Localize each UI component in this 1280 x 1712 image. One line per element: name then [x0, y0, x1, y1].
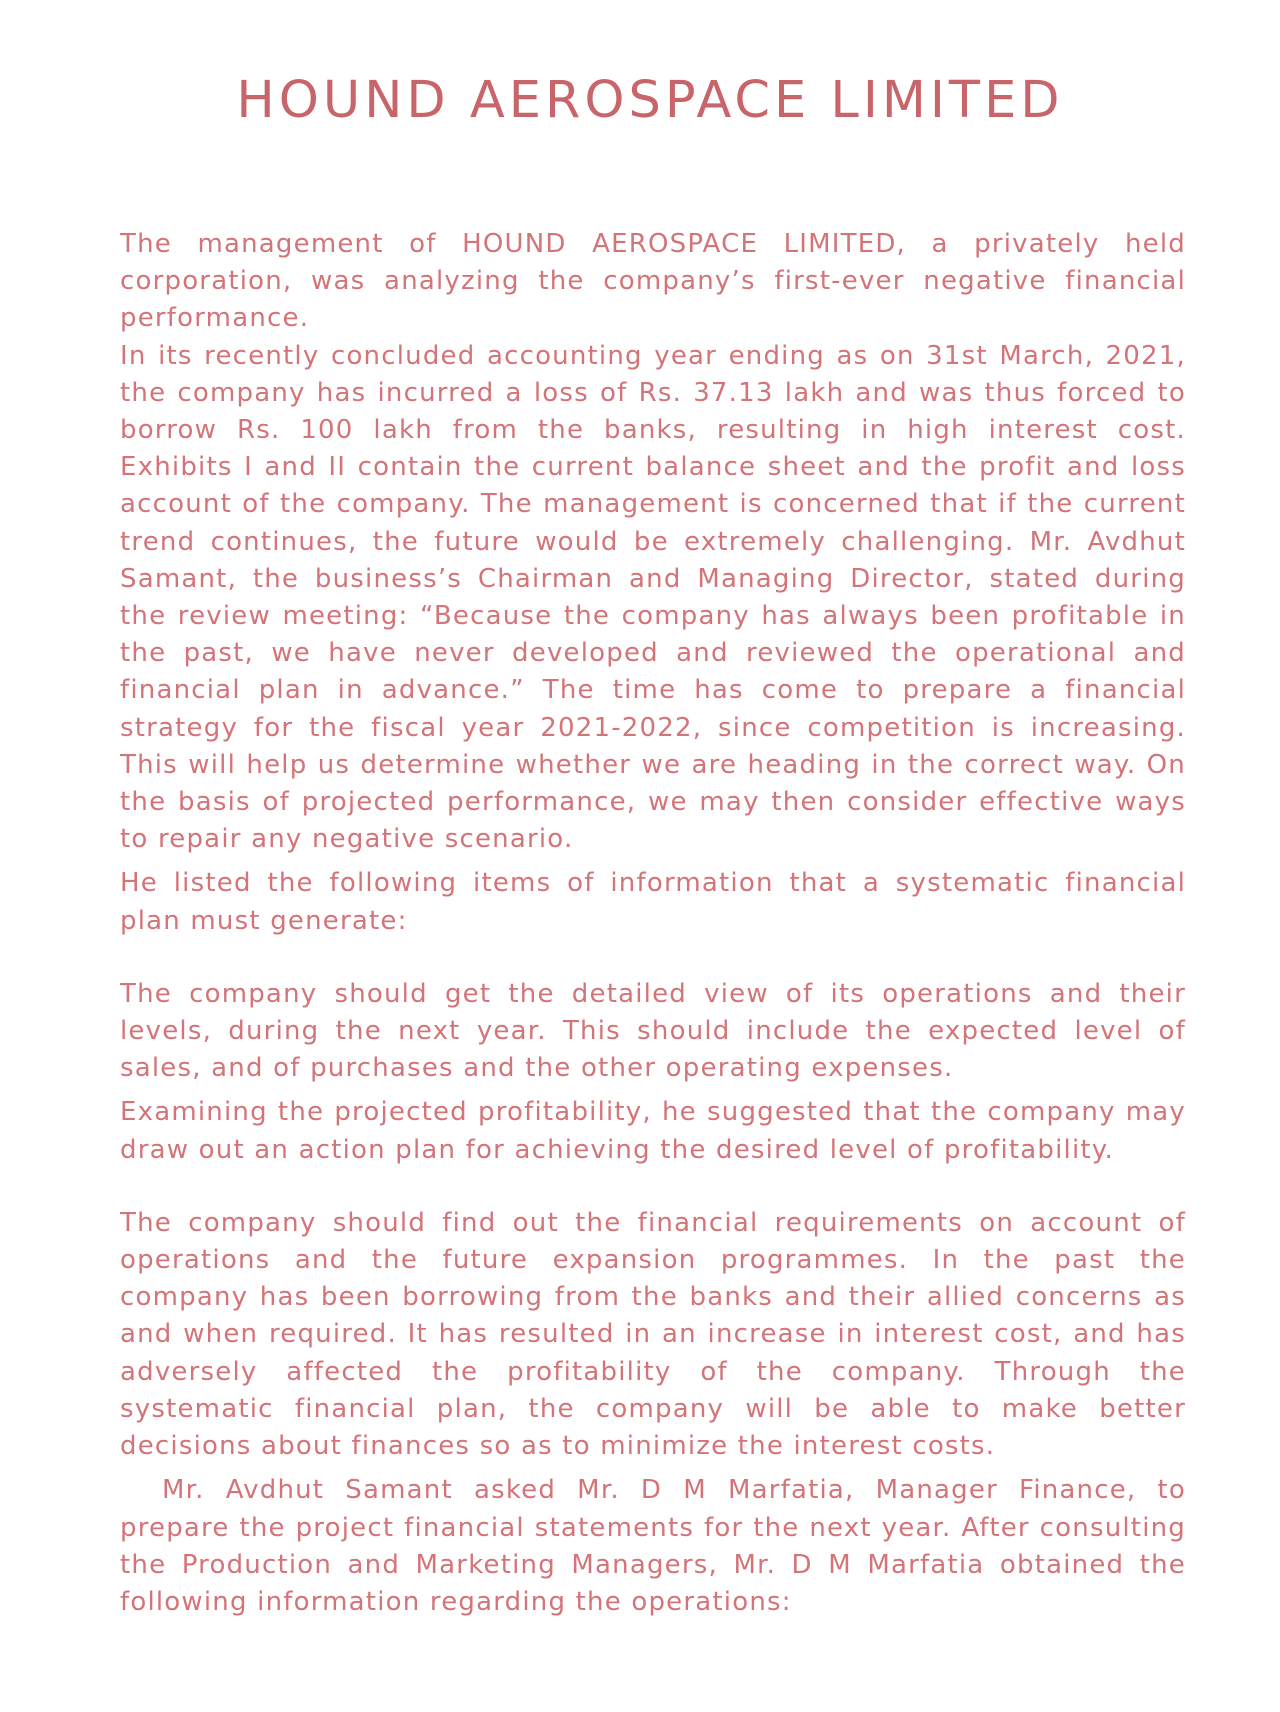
paragraph-profitability: Examining the projected profitability, he suggested that the company may draw out an action plan for achieving the desired level of profitability.	[120, 1097, 1186, 1165]
paragraph-intro: The management of HOUND AEROSPACE LIMITED, a privately held corporation, was analyzing the company’s first-ever negative financial performance.	[120, 229, 1186, 334]
document-body	[120, 226, 1186, 1621]
paragraph-background: In its recently concluded accounting year ending as on 31st March, 2021, the company has incurred a loss of Rs. 37.13 lakh and was thus forced to borrow Rs. 100 lakh from the banks, resulting in high interest cost. Exhibits I and II contain the current balance sheet and the profit and loss account of the company. The management is concerned that if the current trend continues, the future would be extremely challenging. Mr. Avdhut Samant, the business’s Chairman and Managing Director, stated during the review meeting: “Because the company has always been profitable in the past, we have never developed and reviewed the operational and financial plan in advance.” The time has come to prepare a financial strategy for the fiscal year 2021-2022, since competition is increasing. This will help us determine whether we are heading in the correct way. On the basis of projected performance, we may then consider effective ways to repair any negative scenario.	[120, 340, 1186, 855]
paragraph-request: Mr. Avdhut Samant asked Mr. D M Marfatia, Manager Finance, to prepare the project financial statements for the next year. After consulting the Production and Marketing Managers, Mr. D M Marfatia obtained the following information regarding the operations:	[120, 1475, 1186, 1617]
paragraph-list-intro: He listed the following items of information that a systematic financial plan must generate:	[120, 868, 1186, 936]
paragraph-financial-requirements: The company should find out the financial requirements on account of operations and the future expansion programmes. In the past the company has been borrowing from the banks and their allied concerns as and when required. It has resulted in an increase in interest cost, and has adversely affected the profitability of the company. Through the systematic financial plan, the company will be able to make better decisions about finances so as to minimize the interest costs.	[120, 1207, 1186, 1462]
paragraph-operations: The company should get the detailed view of its operations and their levels, during the next year. This should include the expected level of sales, and of purchases and the other operating expenses.	[120, 978, 1186, 1084]
document-title: HOUND AEROSPACE LIMITED	[236, 71, 1064, 130]
